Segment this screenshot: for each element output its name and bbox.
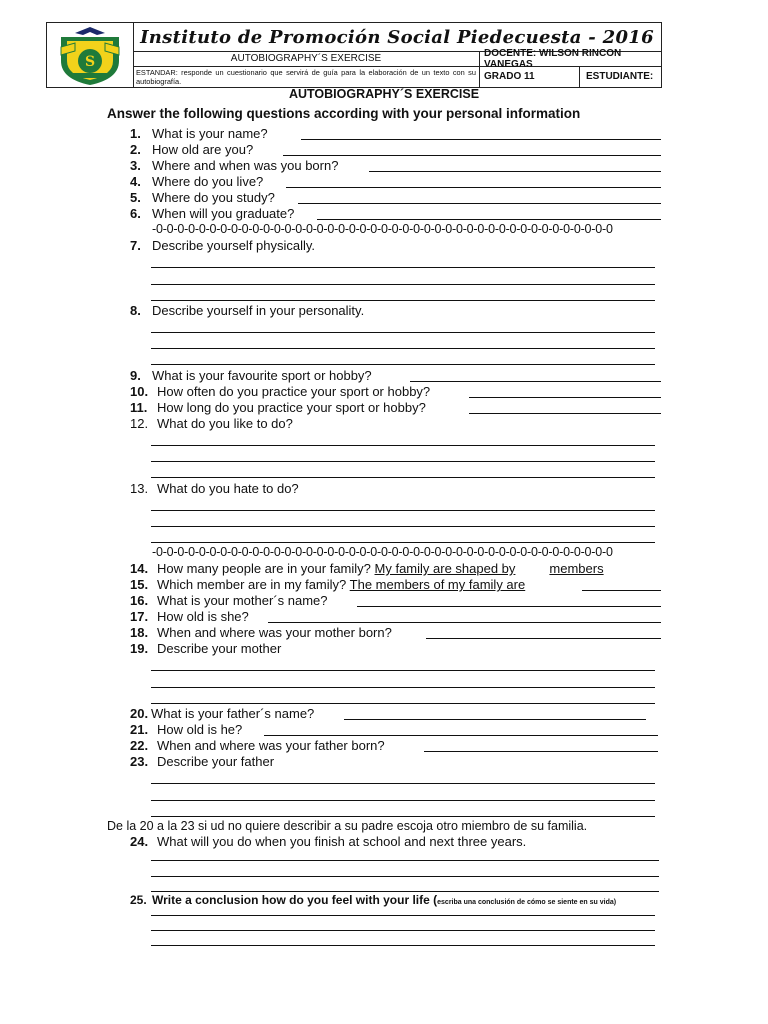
answer-line-15[interactable] xyxy=(582,590,661,591)
question-text: What do you like to do? xyxy=(157,416,293,431)
question-number: 7. xyxy=(130,238,141,253)
father-note: De la 20 a la 23 si ud no quiere describir a su padre escoja otro miembro de su familia. xyxy=(107,819,588,833)
question-text: How old is he? xyxy=(157,722,243,737)
answer-line-18[interactable] xyxy=(426,638,661,639)
question-number: 2. xyxy=(130,142,141,157)
question-number: 11. xyxy=(130,400,148,415)
answer-line-21[interactable] xyxy=(264,735,658,736)
answer-line-4[interactable] xyxy=(286,187,661,188)
answer-line[interactable] xyxy=(151,348,655,349)
answer-line-22[interactable] xyxy=(424,751,658,752)
answer-line[interactable] xyxy=(151,876,659,877)
question-25 xyxy=(130,892,616,911)
answer-line[interactable] xyxy=(151,510,655,511)
question-1 xyxy=(130,126,268,142)
question-number: 4. xyxy=(130,174,141,189)
answer-line[interactable] xyxy=(151,860,659,861)
question-13 xyxy=(130,481,299,497)
question-number: 22. xyxy=(130,738,149,753)
question-14 xyxy=(130,561,604,577)
answer-line[interactable] xyxy=(151,284,655,285)
logo-cell xyxy=(47,23,134,87)
question-number: 10. xyxy=(130,384,149,399)
svg-text:S: S xyxy=(84,54,96,70)
answer-line[interactable] xyxy=(151,670,655,671)
question-number: 17. xyxy=(130,609,149,624)
question-text: Where and when was you born? xyxy=(152,158,339,173)
exercise-cell: AUTOBIOGRAPHY´S EXERCISE xyxy=(133,51,480,66)
header-table xyxy=(46,22,662,88)
question-4 xyxy=(130,174,263,190)
grade-cell: GRADO 11 xyxy=(480,66,580,87)
question-text: How often do you practice your sport or hobby? xyxy=(157,384,431,399)
answer-line[interactable] xyxy=(151,703,655,704)
question-number: 24. xyxy=(130,834,149,849)
question-text: What is your name? xyxy=(152,126,268,141)
question-text: Write a conclusion how do you feel with your life ( xyxy=(152,893,438,907)
question-8 xyxy=(130,303,364,319)
question-text: Describe your mother xyxy=(157,641,282,656)
question-21 xyxy=(130,722,242,738)
question-text: What is your mother´s name? xyxy=(157,593,328,608)
answer-line-11[interactable] xyxy=(469,413,661,414)
question-number: 21. xyxy=(130,722,149,737)
answer-line[interactable] xyxy=(151,800,655,801)
answer-prefill: members xyxy=(549,561,604,576)
question-number: 9. xyxy=(130,368,141,383)
answer-line-9[interactable] xyxy=(410,381,661,382)
question-16 xyxy=(130,593,328,609)
institution-title: Instituto de Promoción Social Piedecuesta - 2016 xyxy=(133,23,661,52)
answer-prefill: My family are shaped by xyxy=(374,561,516,576)
question-18 xyxy=(130,625,392,641)
answer-line[interactable] xyxy=(151,461,655,462)
question-number: 16. xyxy=(130,593,149,608)
answer-line[interactable] xyxy=(151,364,655,365)
question-note: escriba una conclusión de cómo se siente en su vida) xyxy=(437,899,617,906)
question-6 xyxy=(130,206,294,222)
answer-line[interactable] xyxy=(151,332,655,333)
question-text: Describe your father xyxy=(157,754,275,769)
question-number: 15. xyxy=(130,577,149,592)
student-cell: ESTUDIANTE: xyxy=(586,71,654,82)
question-text: When and where was your father born? xyxy=(157,738,385,753)
question-7 xyxy=(130,238,315,254)
question-text: What is your father´s name? xyxy=(151,706,315,721)
question-12 xyxy=(130,416,293,432)
question-number: 6. xyxy=(130,206,141,221)
question-10 xyxy=(130,384,430,400)
school-crest-icon xyxy=(47,23,133,87)
question-9 xyxy=(130,368,372,384)
question-number: 19. xyxy=(130,641,149,656)
question-number: 25. xyxy=(130,893,147,907)
question-2 xyxy=(130,142,253,158)
question-22 xyxy=(130,738,385,754)
question-19 xyxy=(130,641,281,657)
question-text: Where do you study? xyxy=(152,190,275,205)
answer-line[interactable] xyxy=(151,930,655,931)
question-text: Which member are in my family? xyxy=(157,577,347,592)
question-text: What is your favourite sport or hobby? xyxy=(152,368,372,383)
question-number: 14. xyxy=(130,561,149,576)
answer-line[interactable] xyxy=(151,445,655,446)
answer-line[interactable] xyxy=(151,267,655,268)
question-text: When and where was your mother born? xyxy=(157,625,392,640)
question-number: 18. xyxy=(130,625,149,640)
separator-1: -0-0-0-0-0-0-0-0-0-0-0-0-0-0-0-0-0-0-0-0-0-0-0-0-0-0-0-0-0-0-0-0-0-0-0-0-0-0-0-0-0-0-0 xyxy=(152,222,613,236)
answer-line[interactable] xyxy=(151,477,655,478)
question-17 xyxy=(130,609,249,625)
question-15 xyxy=(130,577,525,593)
question-number: 5. xyxy=(130,190,141,205)
question-number: 1. xyxy=(130,126,141,141)
answer-line-20[interactable] xyxy=(344,719,646,720)
answer-line-16[interactable] xyxy=(357,606,661,607)
question-text: When will you graduate? xyxy=(152,206,295,221)
question-text: How long do you practice your sport or hobby? xyxy=(157,400,426,415)
question-number: 8. xyxy=(130,303,141,318)
question-text: What will you do when you finish at school and next three years. xyxy=(157,834,527,849)
standard-cell: ESTANDAR: responde un cuestionario que servirá de guía para la elaboración de un texto con su autobiografía. xyxy=(133,66,480,87)
question-number: 20. xyxy=(130,706,149,721)
question-24 xyxy=(130,834,526,850)
answer-line[interactable] xyxy=(151,687,655,688)
answer-line[interactable] xyxy=(151,542,655,543)
header-row-2 xyxy=(133,47,661,70)
answer-line-3[interactable] xyxy=(369,171,661,172)
answer-line-6[interactable] xyxy=(317,219,661,220)
question-text: Describe yourself physically. xyxy=(152,238,316,253)
question-number: 3. xyxy=(130,158,141,173)
question-text: How old are you? xyxy=(152,142,254,157)
answer-line-2[interactable] xyxy=(283,155,661,156)
separator-2: -0-0-0-0-0-0-0-0-0-0-0-0-0-0-0-0-0-0-0-0-0-0-0-0-0-0-0-0-0-0-0-0-0-0-0-0-0-0-0-0-0-0-0 xyxy=(152,545,613,559)
answer-line-17[interactable] xyxy=(268,622,661,623)
question-number: 12. xyxy=(130,416,149,431)
teacher-cell: DOCENTE: WILSON RINCON VANEGAS xyxy=(484,47,622,70)
instructions: Answer the following questions according with your personal information xyxy=(107,106,581,121)
question-text: Where do you live? xyxy=(152,174,264,189)
answer-line-5[interactable] xyxy=(298,203,661,204)
question-3 xyxy=(130,158,338,174)
question-number: 13. xyxy=(130,481,149,496)
answer-line-1[interactable] xyxy=(301,139,661,140)
question-text: How old is she? xyxy=(157,609,249,624)
question-11 xyxy=(130,400,426,416)
question-5 xyxy=(130,190,275,206)
header-row-3 xyxy=(133,66,661,87)
question-text: Describe yourself in your personality. xyxy=(152,303,365,318)
question-text: How many people are in your family? xyxy=(157,561,371,576)
page-title: AUTOBIOGRAPHY´S EXERCISE xyxy=(288,87,480,101)
question-number: 23. xyxy=(130,754,149,769)
answer-line-10[interactable] xyxy=(469,397,661,398)
answer-line[interactable] xyxy=(151,816,655,817)
question-text: What do you hate to do? xyxy=(157,481,299,496)
answer-line[interactable] xyxy=(151,915,655,916)
answer-line[interactable] xyxy=(151,526,655,527)
answer-prefill: The members of my family are xyxy=(349,577,526,592)
answer-line[interactable] xyxy=(151,945,655,946)
question-23 xyxy=(130,754,274,770)
answer-line[interactable] xyxy=(151,300,655,301)
question-20 xyxy=(130,706,314,722)
answer-line[interactable] xyxy=(151,783,655,784)
